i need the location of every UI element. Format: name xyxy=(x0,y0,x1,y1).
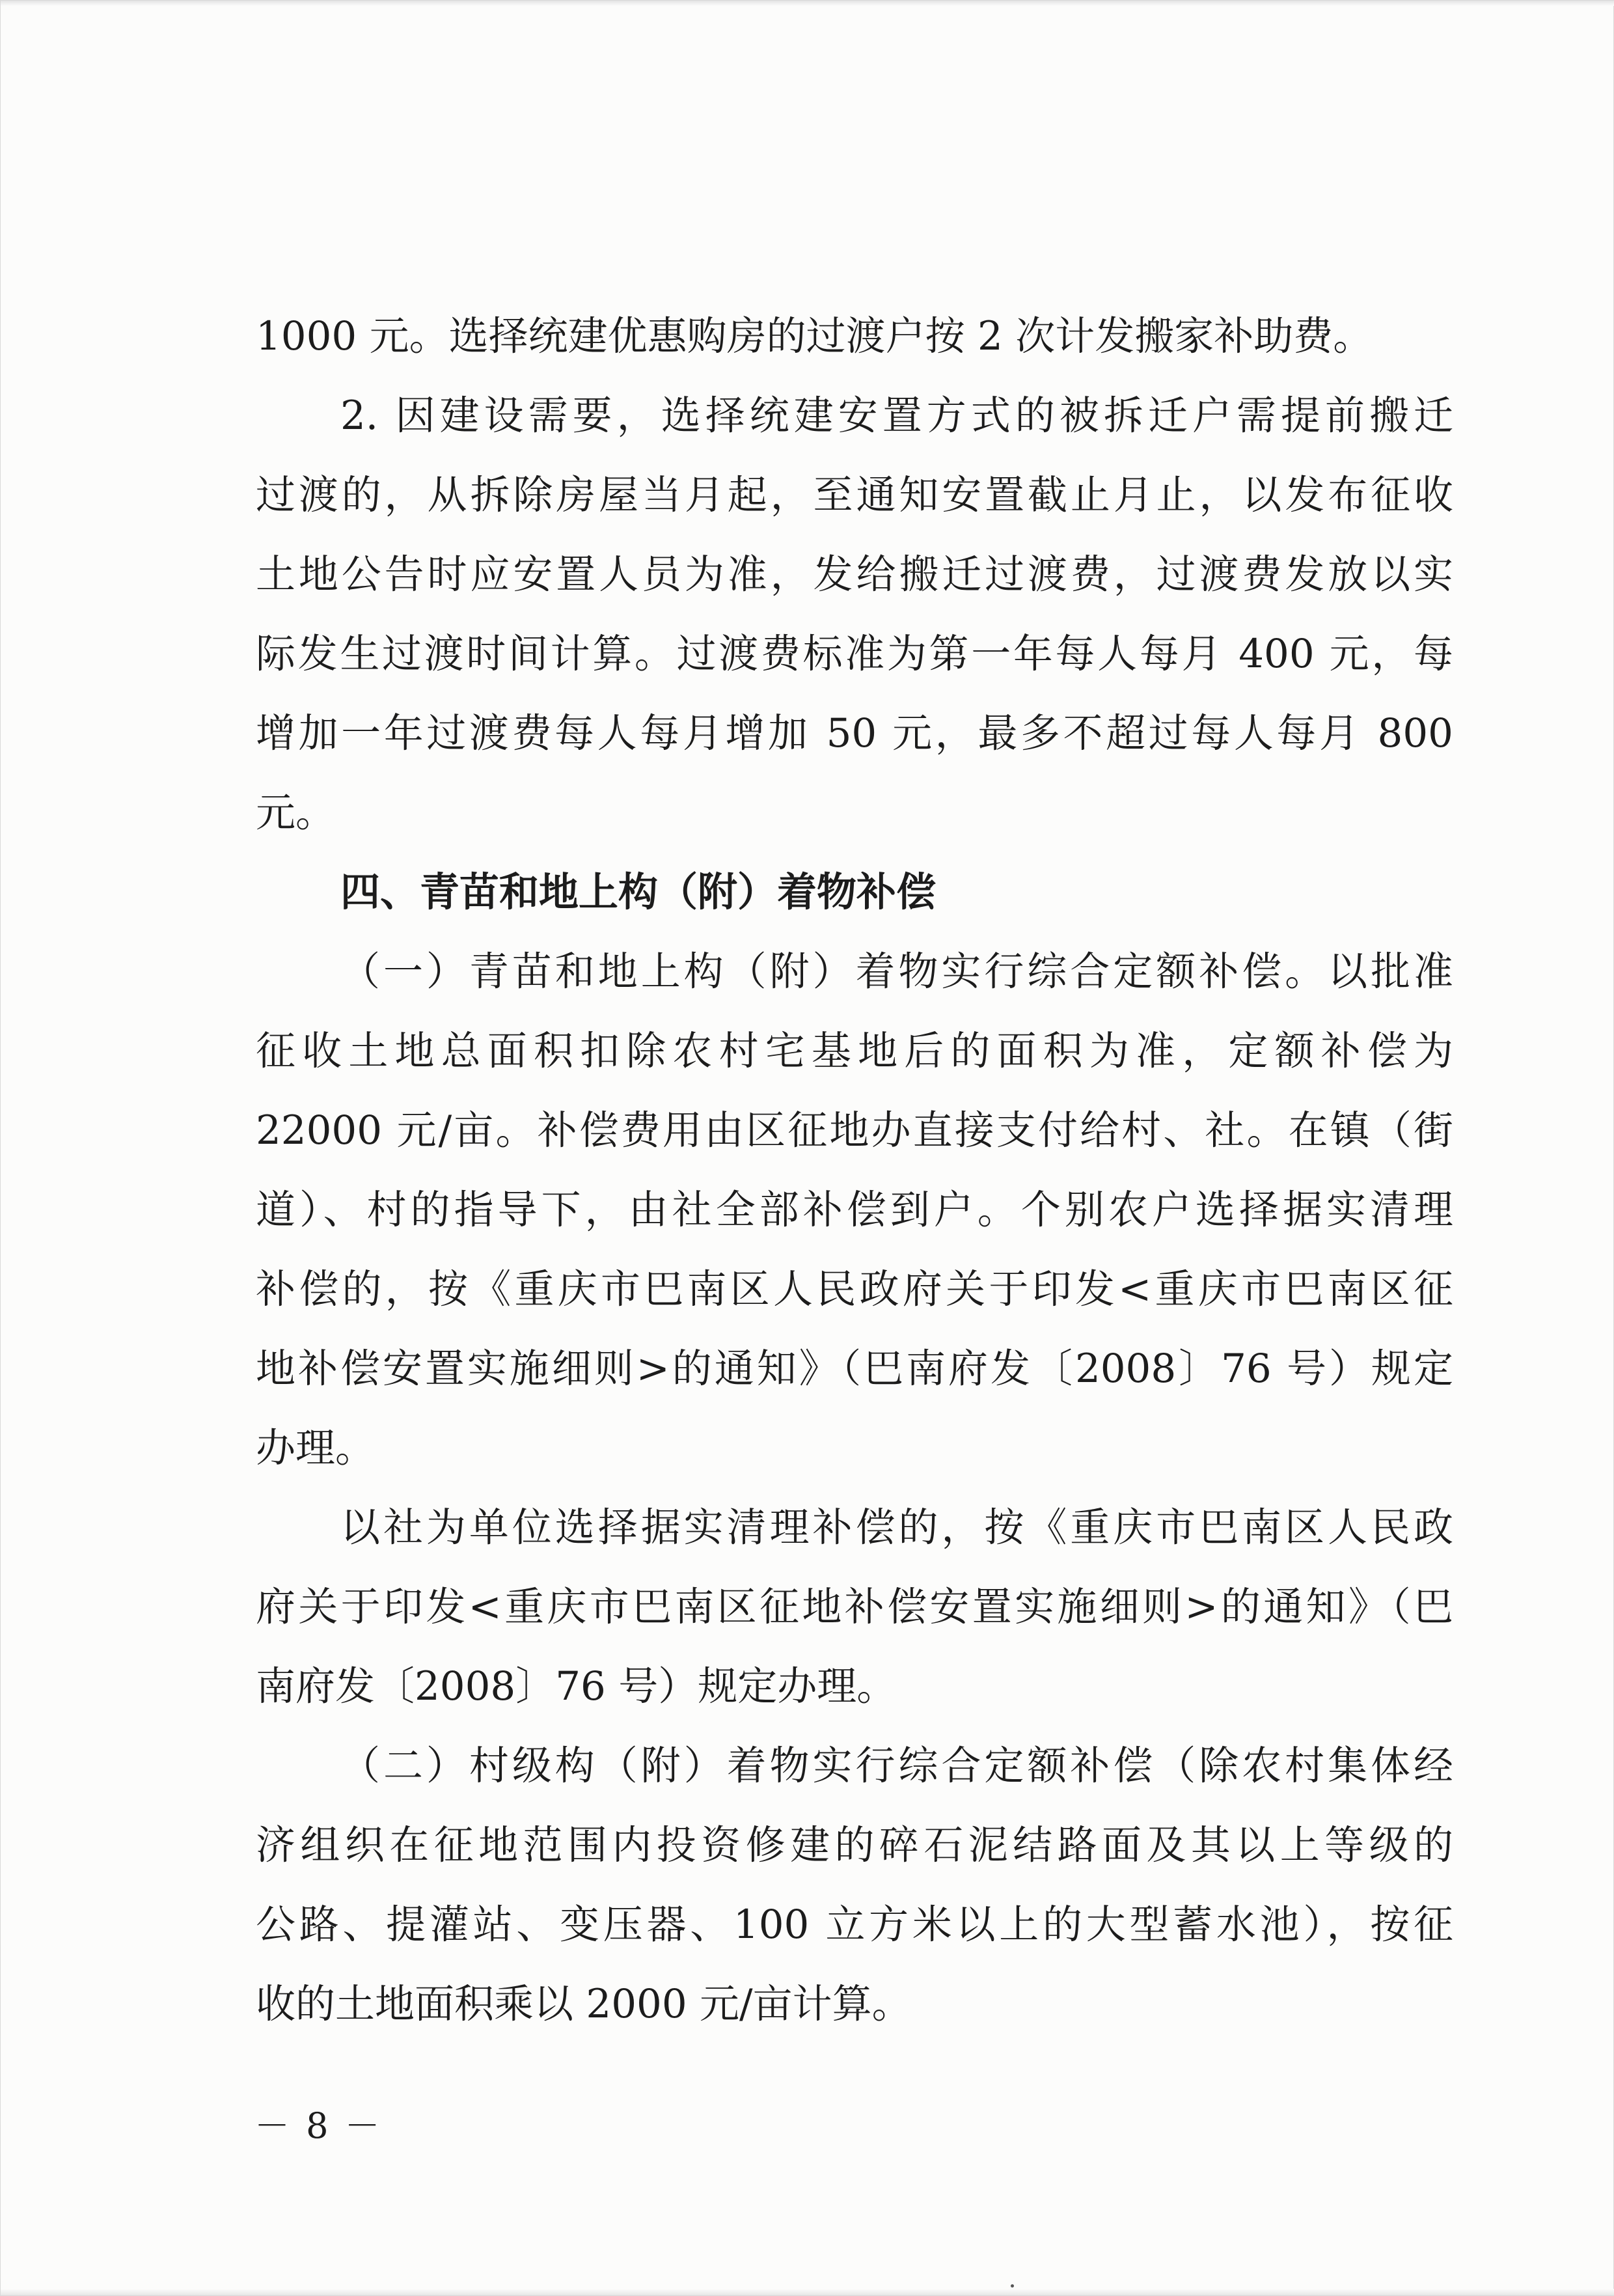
text-line: 公路、提灌站、变压器、100 立方米以上的大型蓄水池），按征 xyxy=(256,1902,1453,1948)
text-line: 1000 元。选择统建优惠购房的过渡户按 2 次计发搬家补助费。 xyxy=(256,313,1373,359)
text-line: 收的土地面积乘以 2000 元/亩计算。 xyxy=(256,1981,912,2027)
text-line: 以社为单位选择据实清理补偿的，按《重庆市巴南区人民政 xyxy=(340,1504,1453,1551)
text-line: 办理。 xyxy=(256,1425,376,1471)
document-body xyxy=(256,297,1453,2044)
text-line: 济组织在征地范围内投资修建的碎石泥结路面及其以上等级的 xyxy=(256,1822,1453,1868)
section-heading: 四、青苗和地上构（附）着物补偿 xyxy=(340,869,937,915)
text-line: 际发生过渡时间计算。过渡费标准为第一年每人每月 400 元，每 xyxy=(256,631,1453,677)
text-line: 土地公告时应安置人员为准，发给搬迁过渡费，过渡费发放以实 xyxy=(256,551,1453,598)
text-line: 南府发〔2008〕76 号）规定办理。 xyxy=(256,1663,897,1709)
text-line: 征收土地总面积扣除农村宅基地后的面积为准，定额补偿为 xyxy=(256,1028,1453,1074)
text-line: 道）、村的指导下，由社全部补偿到户。个别农户选择据实清理 xyxy=(256,1187,1453,1233)
text-line: 元。 xyxy=(256,790,336,836)
scan-speck xyxy=(1011,2284,1014,2288)
text-line: 22000 元/亩。补偿费用由区征地办直接支付给村、社。在镇（街 xyxy=(256,1107,1453,1154)
text-line: 过渡的，从拆除房屋当月起，至通知安置截止月止，以发布征收 xyxy=(256,472,1453,518)
text-line: （二）村级构（附）着物实行综合定额补偿（除农村集体经 xyxy=(340,1743,1453,1789)
text-line: 增加一年过渡费每人每月增加 50 元，最多不超过每人每月 800 xyxy=(256,710,1453,756)
text-line: 地补偿安置实施细则>的通知》（巴南府发〔2008〕76 号）规定 xyxy=(256,1346,1453,1392)
text-line: （一）青苗和地上构（附）着物实行综合定额补偿。以批准 xyxy=(340,948,1453,995)
page-number: － 8 － xyxy=(254,2105,383,2146)
text-line: 2. 因建设需要，选择统建安置方式的被拆迁户需提前搬迁 xyxy=(340,393,1453,439)
text-line: 补偿的，按《重庆市巴南区人民政府关于印发<重庆市巴南区征 xyxy=(256,1266,1453,1312)
scan-edge-bottom xyxy=(1,2289,1614,2295)
text-line: 府关于印发<重庆市巴南区征地补偿安置实施细则>的通知》（巴 xyxy=(256,1584,1453,1630)
scan-edge-top xyxy=(1,1,1614,6)
